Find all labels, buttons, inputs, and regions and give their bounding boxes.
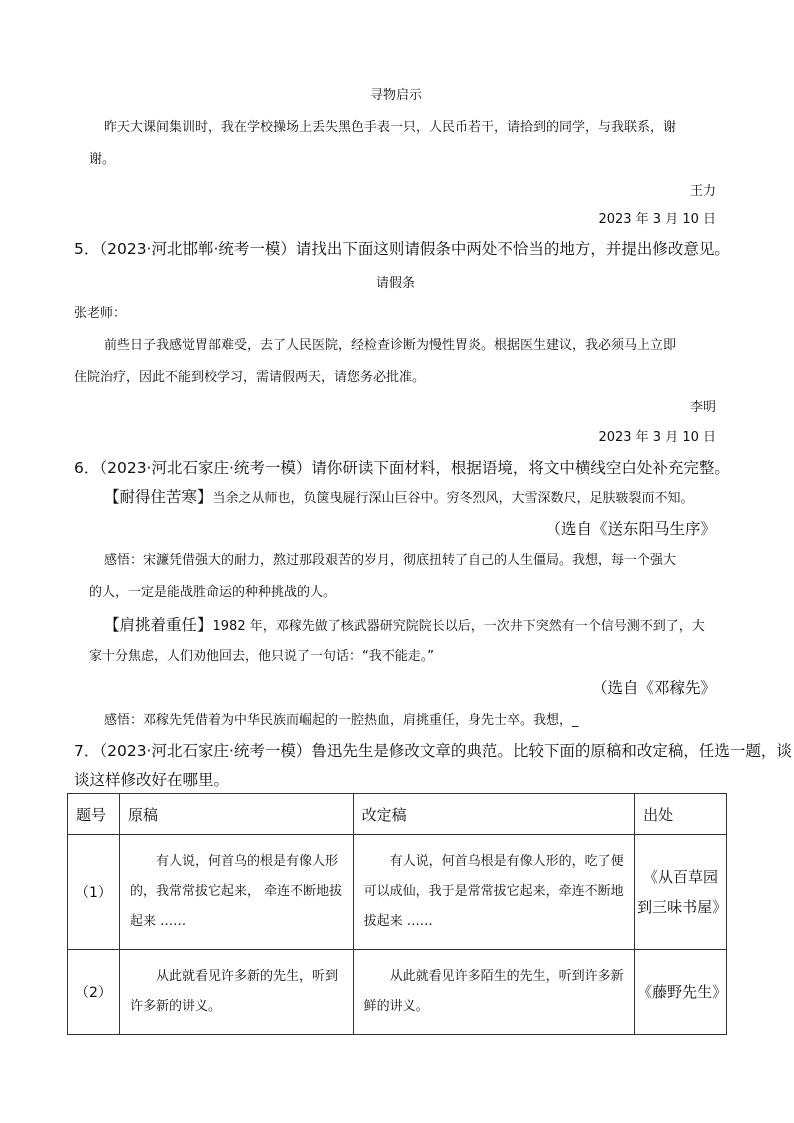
header-original: 原稿	[119, 794, 353, 835]
row-original: 有人说，何首乌的根是有像人形的，我常常拔它起来， 牵连不断地拔起来 ……	[119, 835, 353, 950]
row-revised: 有人说，何首乌根是有像人形的，吃了便可以成仙，我于是常常拔它起来，牵连不断地拔起来 ……	[353, 835, 635, 950]
lost-notice-line1: 昨天大课间集训时，我在学校操场上丢失黑色手表一只，人民币若干，请拾到的同学，与我联系，谢	[104, 120, 677, 135]
item2-text-line1: 1982 年，邓稼先做了核武器研究院院长以后，一次井下突然有一个信号测不到了，大	[212, 619, 705, 634]
row-num: （1）	[68, 835, 120, 950]
row-source: 《藤野先生》	[635, 950, 727, 1035]
q6-item1	[104, 485, 694, 507]
header-source: 出处	[635, 794, 727, 835]
leave-note-line2: 住院治疗，因此不能到校学习，需请假两天，请您务必批准。	[74, 370, 426, 385]
item2-source: （选自《邓稼先》	[591, 679, 716, 697]
item1-tag: 【耐得住苦寒】	[104, 488, 213, 506]
leave-note-date: 2023 年 3 月 10 日	[598, 430, 716, 445]
q6-item2	[104, 613, 705, 635]
item1-source: （选自《送东阳马生序》	[545, 520, 716, 538]
lost-notice-signature: 王力	[689, 184, 716, 199]
row-source: 《从百草园到三味书屋》	[635, 835, 727, 950]
item1-feel-line2: 的人，一定是能战胜命运的种种挑战的人。	[89, 585, 337, 600]
q7-question-line2: 谈这样修改好在哪里。	[74, 771, 230, 789]
header-revised: 改定稿	[353, 794, 635, 835]
table-row	[68, 835, 727, 950]
q6-question: 6．（2023·河北石家庄·统考一模）请你研读下面材料，根据语境，将文中横线空白处补充完整。	[74, 459, 730, 477]
header-num: 题号	[68, 794, 120, 835]
lost-notice-date: 2023 年 3 月 10 日	[598, 212, 716, 227]
leave-note-line1: 前些日子我感觉胃部难受，去了人民医院，经检查诊断为慢性胃炎。根据医生建议，我必须马上立即	[104, 338, 677, 353]
item1-text: 当余之从师也，负箧曳屣行深山巨谷中。穷冬烈风，大雪深数尺，足肤皲裂而不知。	[212, 491, 694, 506]
row-num: （2）	[68, 950, 120, 1035]
table-row	[68, 950, 727, 1035]
q5-question: 5．（2023·河北邯郸·统考一模）请找出下面这则请假条中两处不恰当的地方，并提出修改意见。	[74, 240, 730, 258]
item2-feel: 感悟：邓稼先凭借着为中华民族而崛起的一腔热血，肩挑重任，身先士卒。我想，_	[104, 713, 579, 728]
comparison-table	[67, 793, 727, 1035]
leave-note-signature: 李明	[689, 400, 716, 415]
q7-question-line1: 7．（2023·河北石家庄·统考一模）鲁迅先生是修改文章的典范。比较下面的原稿和改定稿，任选一题，谈	[74, 742, 792, 760]
table-header-row	[68, 794, 727, 835]
item2-tag: 【肩挑着重任】	[104, 616, 213, 634]
leave-note-title: 请假条	[376, 276, 416, 291]
leave-note-greeting: 张老师：	[74, 306, 127, 321]
item2-text-line2: 家十分焦虑，人们劝他回去，他只说了一句话：“我不能走。”	[89, 649, 434, 664]
lost-notice-line2: 谢。	[89, 152, 116, 167]
row-revised: 从此就看见许多陌生的先生，听到许多新鲜的讲义。	[353, 950, 635, 1035]
item1-feel-line1: 感悟：宋濂凭借强大的耐力，熬过那段艰苦的岁月，彻底扭转了自己的人生僵局。我想，每一个强大	[104, 553, 677, 568]
row-original: 从此就看见许多新的先生，听到许多新的讲义。	[119, 950, 353, 1035]
lost-notice-title: 寻物启示	[370, 88, 423, 103]
